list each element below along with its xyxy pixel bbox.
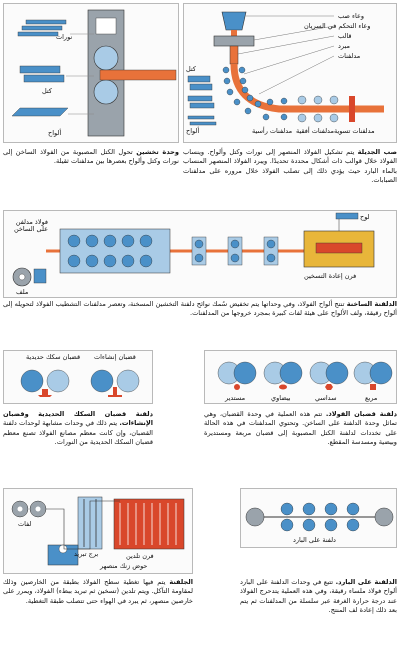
galvanizing-drawing — [4, 489, 193, 574]
finishing-stands — [60, 229, 170, 273]
cutter-shape — [349, 96, 355, 122]
label-roughing-blooms: كتل — [42, 87, 52, 95]
label-reheat-furnace: فرن إعادة التسخين — [304, 272, 357, 280]
entry-coils — [12, 501, 46, 517]
label-structural: قضبان إنشاءات — [94, 353, 136, 361]
rail-rolls — [21, 370, 139, 392]
annealing-furnace — [114, 499, 184, 549]
slab-in-furnace — [316, 243, 362, 253]
caption-hot-strip: الدلفنة الساخنة تنتج ألواح الفولاذ، وفي وحداتها يتم تخفيض سُمك نوائح دلفنة التخشين المسخنة، وتعصر مدلفنات التشطيب الفولاذ لتحويله إلى ألواح رقيقة، ولف الألواح على هيئة لفات كبيرة بمجرد خروجها من المدلفنات. — [3, 300, 397, 318]
mold-shape — [230, 46, 238, 64]
ladle-shape — [222, 12, 246, 30]
coil-left — [246, 508, 264, 526]
label-coils: لفات — [18, 520, 32, 528]
label-roughing-slabs: ألواح — [48, 129, 62, 137]
bottom-roll — [94, 80, 118, 104]
label-hex: سداسي — [315, 394, 337, 402]
label-straightening: مدلفنات تسوية — [334, 127, 375, 135]
hot-workpiece — [100, 70, 176, 80]
label-oval: بيضاوي — [271, 394, 291, 402]
label-tundish: وعاء التحكم في السريان — [304, 22, 371, 30]
roughing-stands — [192, 237, 278, 265]
caption-roughing: وحدة تخشين تحول الكتل المصبوبة من الفولاذ الساخن إلى نورات وكتل وألواح بعصرها بين مدلفنات ثقيلة. — [3, 148, 179, 166]
cold-rolling-panel — [240, 488, 397, 548]
caption-cold-rolling: الدلفنة على البارد. تتبع في وحدات الدلفنة على البارد ألواح فولاذ ملساء رقيقة، وفي هذه العملية يتدحرج الفولاذ عند درجة حرارة الغرفة عبر سلسلة من المدلفنات ثم يتم بعد ذلك إعادة لف المنتج. — [240, 578, 397, 615]
galvanizing-panel — [3, 488, 193, 574]
label-cold-rolling: دلفنة على البارد — [293, 536, 336, 544]
caption-continuous-casting: صب الجديلة يتم تشكيل الفولاذ المنصهر إلى نورات وكتل وألواح. وينساب الفولاذ خلال قوالب ذات أشكال محددة تحديدًا. ويبرد الفولاذ المنصهر المنساب بالماء البارد حيث يؤدي ذلك إلى تصلب الفولاذ خلال مروره على مدلفنات الصبابات. — [183, 148, 397, 185]
label-cooling-tower: برج تبريد — [74, 550, 99, 558]
label-rolls: مدلفنات — [338, 52, 361, 60]
top-roll — [94, 46, 118, 70]
label-coil: ملف — [16, 288, 29, 296]
bar-profiles — [234, 384, 376, 390]
caption-galvanizing: الجلفنة يتم فيها تغطية سطح الفولاذ بطبقة من الخارصين وذلك لمقاومة التآكل. ويتم تلدين (تسخين ثم تبريد ببطء) الفولاذ، ويمرر على خارصين منصهر، ثم يبرد في الهواء حتى تتصلب طبقة التغطية. — [3, 578, 193, 605]
label-horizontal: مدلفنات أفقية — [296, 127, 334, 135]
label-ladle: وعاء صب — [338, 12, 365, 20]
hot-strip-drawing — [4, 211, 397, 298]
coiler — [34, 269, 46, 283]
label-wire-rods: قضبان سكك حديدية — [26, 353, 81, 361]
label-slabs: ألواح — [186, 127, 200, 135]
output-products — [188, 76, 216, 125]
rails-structural-panel — [3, 350, 153, 404]
label-slab: لوح — [360, 213, 370, 221]
coil-right — [375, 508, 393, 526]
label-square: مربع — [365, 394, 378, 402]
label-hot-rolled-steel: فولاذ مدلفن على الساخن — [13, 218, 48, 233]
incoming-slab — [336, 213, 358, 219]
roughing-mill-panel — [3, 3, 179, 143]
caption-rails: دلفنة قضبان السكك الحديدية وقضبان الإنشاءات. يتم ذلك في وحدات مشابهة لوحدات دلفنة القضبان، وإن كانت معظم مصانع الفولاذ تصنع معظم قضبان السكك الحديدية من النورات. — [3, 410, 153, 447]
label-cooler: مبرد — [338, 42, 350, 50]
tundish-shape — [214, 36, 254, 46]
label-annealing-furnace: فرن تلدين — [126, 552, 154, 560]
label-round: مستدير — [225, 394, 246, 402]
label-blooms: كتل — [186, 65, 196, 73]
bar-mill-panel — [204, 350, 397, 404]
bar-rolls — [218, 362, 392, 384]
label-zinc-bath: حوض زنك منصهر — [100, 562, 148, 570]
continuous-casting-panel — [183, 3, 397, 143]
caption-bar-mill: دلفنة قضبان الفولاذ. تتم هذه العملية في وحدة القضبان، وهي تماثل وحدة الدلفنة على الساخن. وتحتوي المدلفنات في هذه الحالة على تخددات لدلفنة الكتل المصبوبة إلى قضبان مربعة ومستديرة وبيضية ومسدسة المقطع. — [204, 410, 397, 447]
label-mold: قالب — [338, 32, 352, 40]
hot-strip-mill-panel — [3, 210, 397, 298]
pour-stream — [231, 30, 237, 36]
roughing-mill-drawing — [4, 4, 179, 143]
label-vertical: مدلفنات رأسية — [252, 127, 293, 135]
label-billets: نورات — [56, 33, 73, 41]
